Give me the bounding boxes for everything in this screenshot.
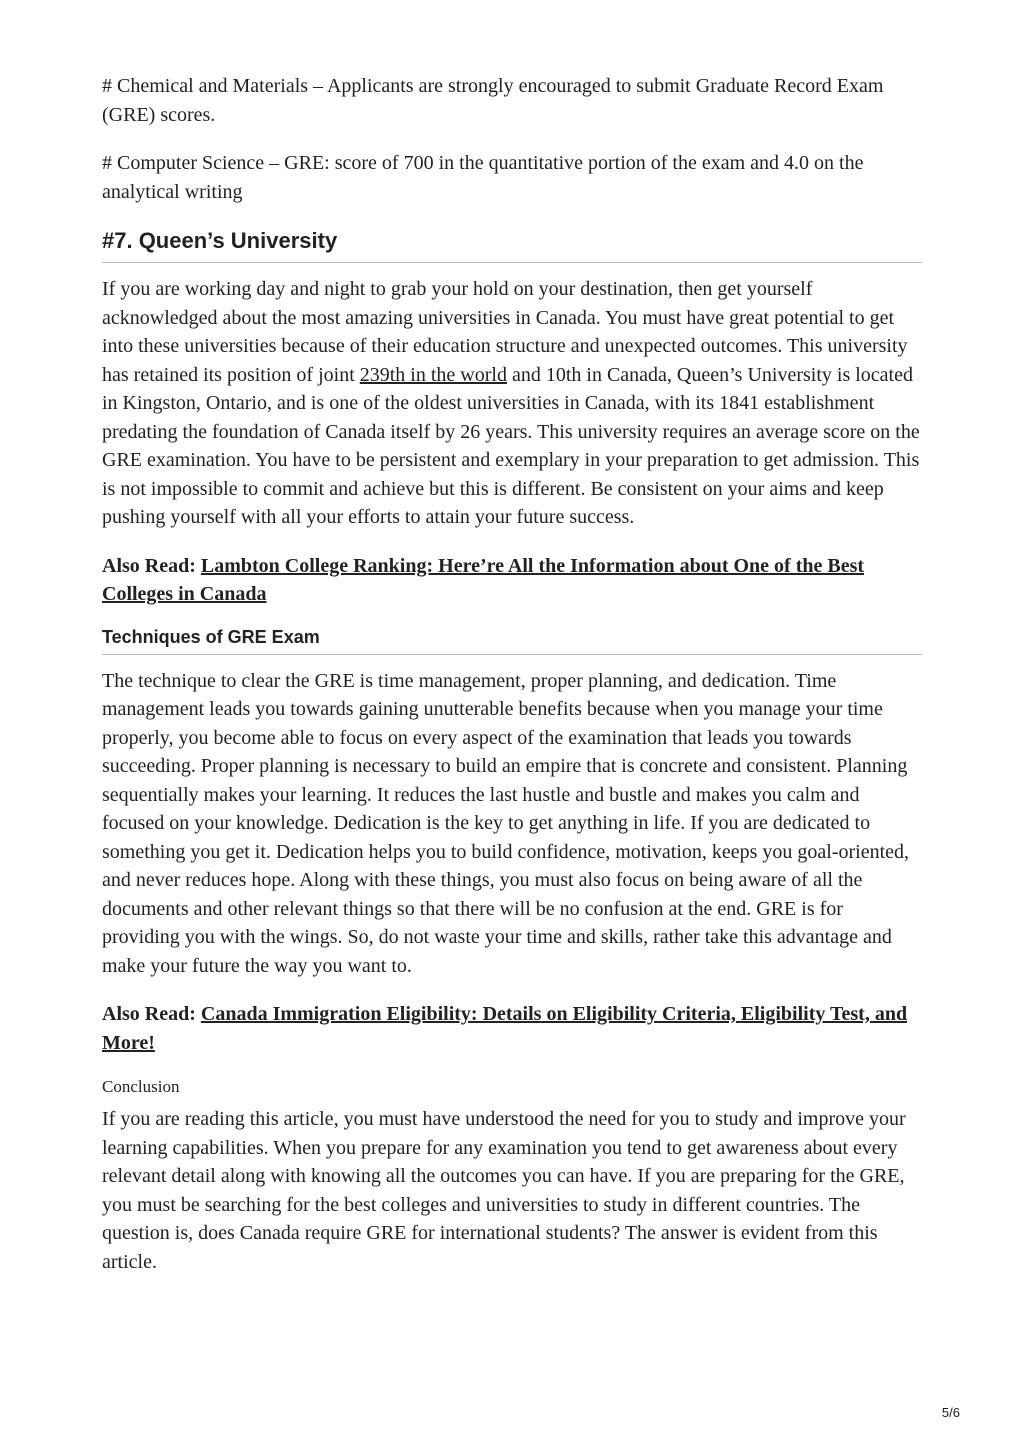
queens-text-end: and 10th in Canada, Queen’s University is located in Kingston, Ontario, and is one of the oldest universities in Canada, with its 1841 establishment predating the foundation of Canada itself by 26 years. This university requires an average score on the GRE examination. You have to be persistent and exemplary in your preparation to get admission. This is not impossible to commit and achieve but this is different. Be consistent on your aims and keep pushing yourself with all your efforts to attain your future success.: [102, 363, 920, 528]
world-ranking-link[interactable]: 239th in the world: [359, 363, 507, 386]
techniques-title: Techniques of GRE Exam: [102, 627, 922, 655]
section-title-queens: #7. Queen’s University: [102, 228, 922, 263]
queens-text-start: If you are working day and night to grab your hold on your destination, then get yourself acknowledged about the most amazing universities in Canada. You must have great potential to get into these universities because of their education structure and unexpected outcomes. This university has retained its position of joint: [102, 278, 908, 386]
also-read-lambton: [102, 552, 922, 609]
lambton-college-link[interactable]: Lambton College Ranking: Here’re All the Information about One of the Best Colleges in Canada: [102, 554, 865, 605]
chemical-materials-paragraph: # Chemical and Materials – Applicants are strongly encouraged to submit Graduate Record Exam (GRE) scores.: [102, 75, 884, 126]
article-page: [102, 72, 922, 1276]
conclusion-title: Conclusion: [102, 1077, 180, 1096]
also-read-prefix: Also Read:: [102, 1003, 201, 1025]
conclusion-paragraph: If you are reading this article, you must have understood the need for you to study and improve your learning capabilities. When you prepare for any examination you tend to get awareness about every relevant detail along with knowing all the outcomes you can have. If you are preparing for the GRE, you must be searching for the best colleges and universities to study in different countries. The question is, does Canada require GRE for international students? The answer is evident from this article.: [102, 1108, 906, 1273]
computer-science-paragraph: # Computer Science – GRE: score of 700 in the quantitative portion of the exam and 4.0 on the analytical writing: [102, 152, 864, 203]
also-read-prefix: Also Read:: [102, 554, 201, 577]
techniques-paragraph: The technique to clear the GRE is time management, proper planning, and dedication. Time management leads you towards gaining unutterable benefits because when you manage your time properly, you become able to focus on every aspect of the examination that leads you towards succeeding. Proper planning is necessary to build an empire that is concrete and consistent. Planning sequentially makes your learning. It reduces the last hustle and bustle and makes you calm and focused on your knowledge. Dedication is the key to get anything in life. If you are dedicated to something you get it. Dedication helps you to build confidence, motivation, keeps you goal-oriented, and never reduces hope. Along with these things, you must also focus on being aware of all the documents and other relevant things so that there will be no confusion at the end. GRE is for providing you with the wings. So, do not waste your time and skills, rather take this advantage and make your future the way you want to.: [102, 669, 910, 977]
also-read-immigration: [102, 1000, 922, 1057]
page-number: 5/6: [941, 1405, 960, 1420]
canada-immigration-link[interactable]: Canada Immigration Eligibility: Details on Eligibility Criteria, Eligibility Test, and More!: [102, 1003, 908, 1054]
queens-paragraph: [102, 275, 922, 532]
